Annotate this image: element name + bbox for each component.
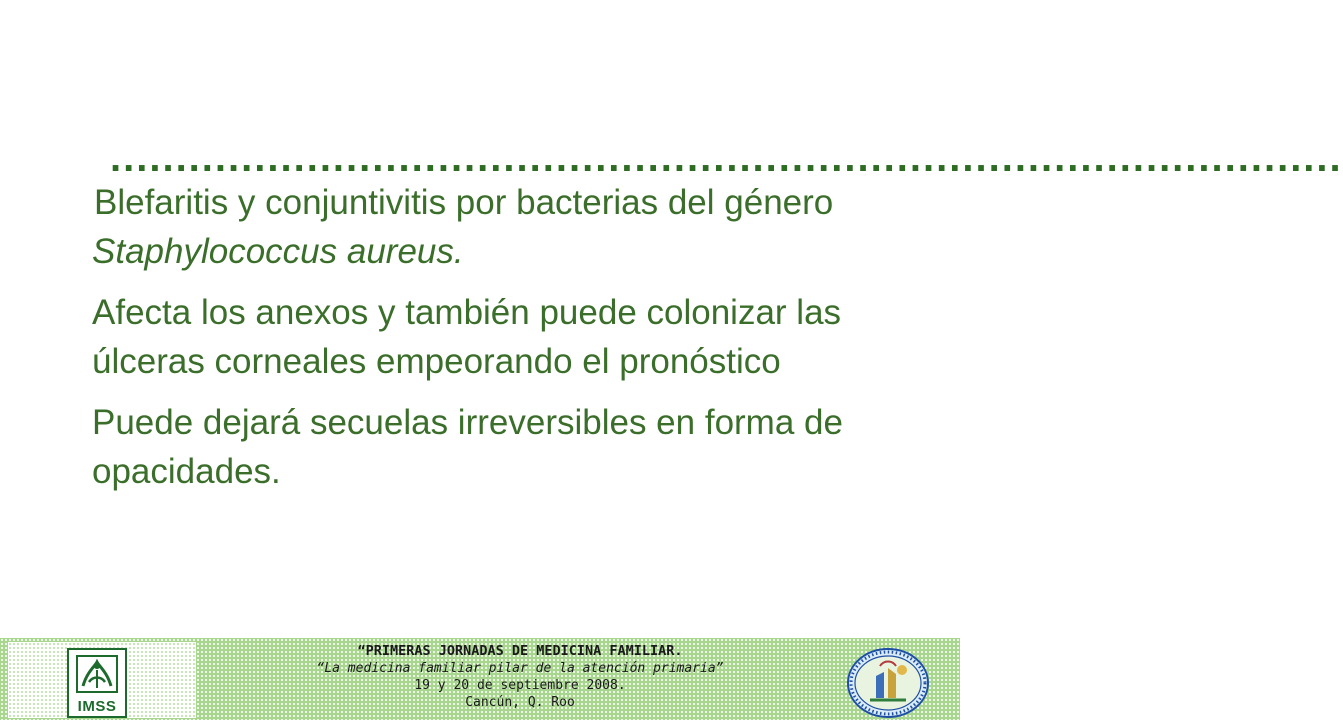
event-motto: “La medicina familiar pilar de la atención primaria” (316, 661, 724, 676)
logo-panel (8, 642, 196, 718)
imss-logo-text: IMSS (77, 698, 117, 715)
event-info (200, 642, 840, 711)
paragraph-2-text: Afecta los anexos y también puede colonizar las úlceras corneales empeorando el pronóstico (92, 293, 842, 381)
paragraph-1-italic: Staphylococcus aureus. (92, 232, 464, 271)
event-seal-icon (846, 648, 930, 718)
imss-logo (67, 648, 127, 718)
event-dates: 19 y 20 de septiembre 2008. (414, 678, 626, 693)
paragraph-1-text: Blefaritis y conjuntivitis por bacterias del género (94, 183, 834, 222)
paragraph-3-text: Puede dejará secuelas irreversibles en forma de opacidades. (92, 403, 843, 491)
footer-banner (0, 638, 960, 720)
dotted-separator: .............................................................................................. (110, 136, 1343, 180)
imss-eagle-icon (69, 652, 125, 702)
paragraph-2 (92, 288, 912, 386)
slide-body (92, 178, 912, 508)
event-location: Cancún, Q. Roo (465, 695, 575, 710)
paragraph-1 (92, 178, 912, 276)
paragraph-3 (92, 398, 912, 496)
event-title: “PRIMERAS JORNADAS DE MEDICINA FAMILIAR. (357, 643, 683, 659)
